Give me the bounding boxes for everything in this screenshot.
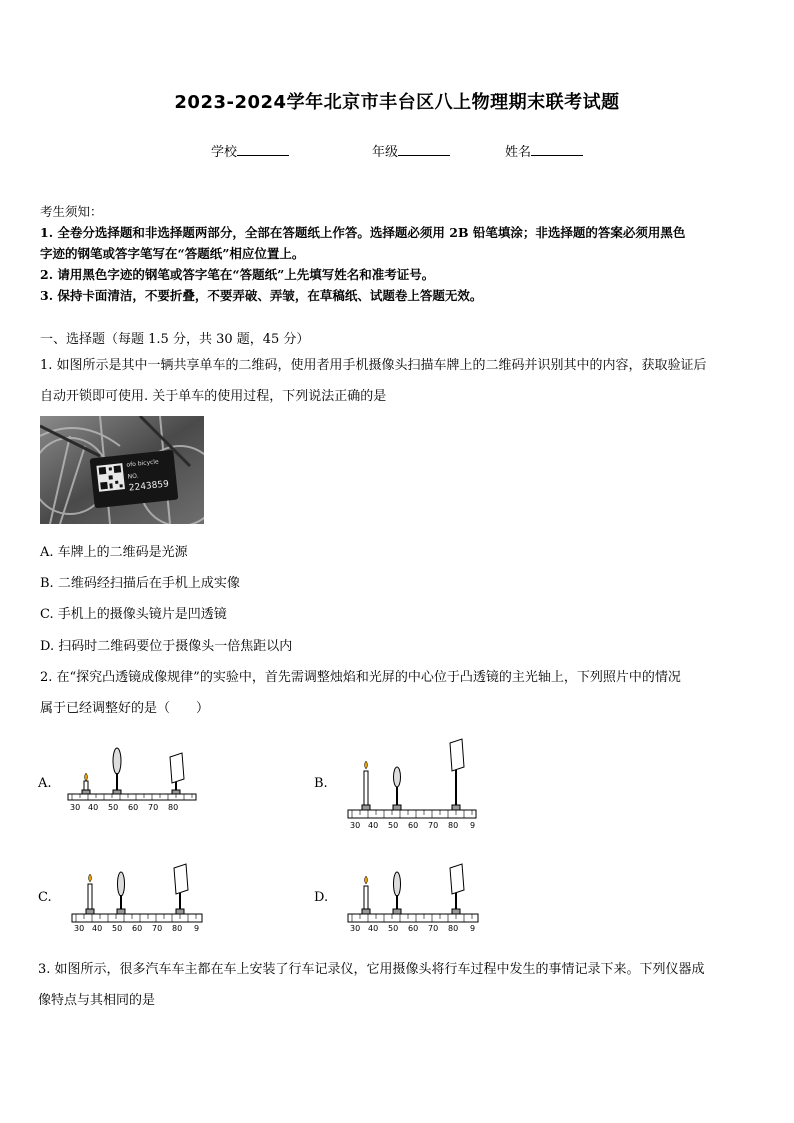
- notice-line-3: 3. 保持卡面清洁，不要折叠，不要弄破、弄皱，在草稿纸、试题卷上答题无效。: [40, 288, 483, 303]
- name-blank: [531, 143, 583, 156]
- grade-field: 年级: [372, 141, 450, 160]
- plate-no-text: NO.: [127, 472, 139, 481]
- q1-option-c: C. 手机上的摄像头镜片是凹透镜: [40, 607, 227, 622]
- q2-label-b: B.: [314, 776, 328, 791]
- q1-text-line1: 1. 如图所示是其中一辆共享单车的二维码，使用者用手机摄像头扫描车牌上的二维码并识别其中的内容，获取验证后: [40, 358, 707, 373]
- section-heading: 一、选择题（每题 1.5 分，共 30 题，45 分）: [40, 332, 310, 347]
- q3-text-line2: 像特点与其相同的是: [38, 993, 156, 1008]
- q2-text-line1: 2. 在“探究凸透镜成像规律”的实验中，首先需调整烛焰和光屏的中心位于凸透镜的主光轴上，下列照片中的情况: [40, 670, 681, 685]
- optical-bench-d: [346, 860, 480, 934]
- q1-option-a: A. 车牌上的二维码是光源: [40, 545, 188, 560]
- q2-label-a: A.: [38, 776, 52, 791]
- q2-label-d: D.: [314, 890, 329, 905]
- qr-code-photo: [40, 416, 204, 524]
- grade-blank: [398, 143, 450, 156]
- q2-label-c: C.: [38, 890, 52, 905]
- q3-text-line1: 3. 如图所示，很多汽车车主都在车上安装了行车记录仪，它用摄像头将行车过程中发生的事情记录下来。下列仪器成: [38, 962, 705, 977]
- school-blank: [237, 143, 289, 156]
- notice-line-1a: 1. 全卷分选择题和非选择题两部分，全部在答题纸上作答。选择题必须用 2B 铅笔填涂；非选择题的答案必须用黑色: [40, 225, 686, 240]
- name-field: 姓名: [505, 141, 583, 160]
- school-field: 学校: [211, 141, 289, 160]
- notice-heading: 考生须知：: [40, 204, 103, 219]
- notice-line-1b: 字迹的钢笔或答字笔写在“答题纸”相应位置上。: [40, 246, 305, 261]
- notice-line-2: 2. 请用黑色字迹的钢笔或答字笔在“答题纸”上先填写姓名和准考证号。: [40, 267, 435, 282]
- optical-bench-b: [346, 735, 478, 825]
- page-title: 2023-2024学年北京市丰台区八上物理期末联考试题: [174, 92, 620, 113]
- q1-text-line2: 自动开锁即可使用. 关于单车的使用过程，下列说法正确的是: [40, 389, 387, 404]
- q2-text-line2: 属于已经调整好的是（ ）: [40, 701, 210, 716]
- q1-option-d: D. 扫码时二维码要位于摄像头一倍焦距以内: [40, 639, 293, 654]
- bike-photo-graphic: [40, 416, 204, 524]
- plate-brand-text: ofo bicycle: [126, 458, 160, 469]
- q1-option-b: B. 二维码经扫描后在手机上成实像: [40, 576, 240, 591]
- plate-number-text: 2243859: [128, 479, 170, 494]
